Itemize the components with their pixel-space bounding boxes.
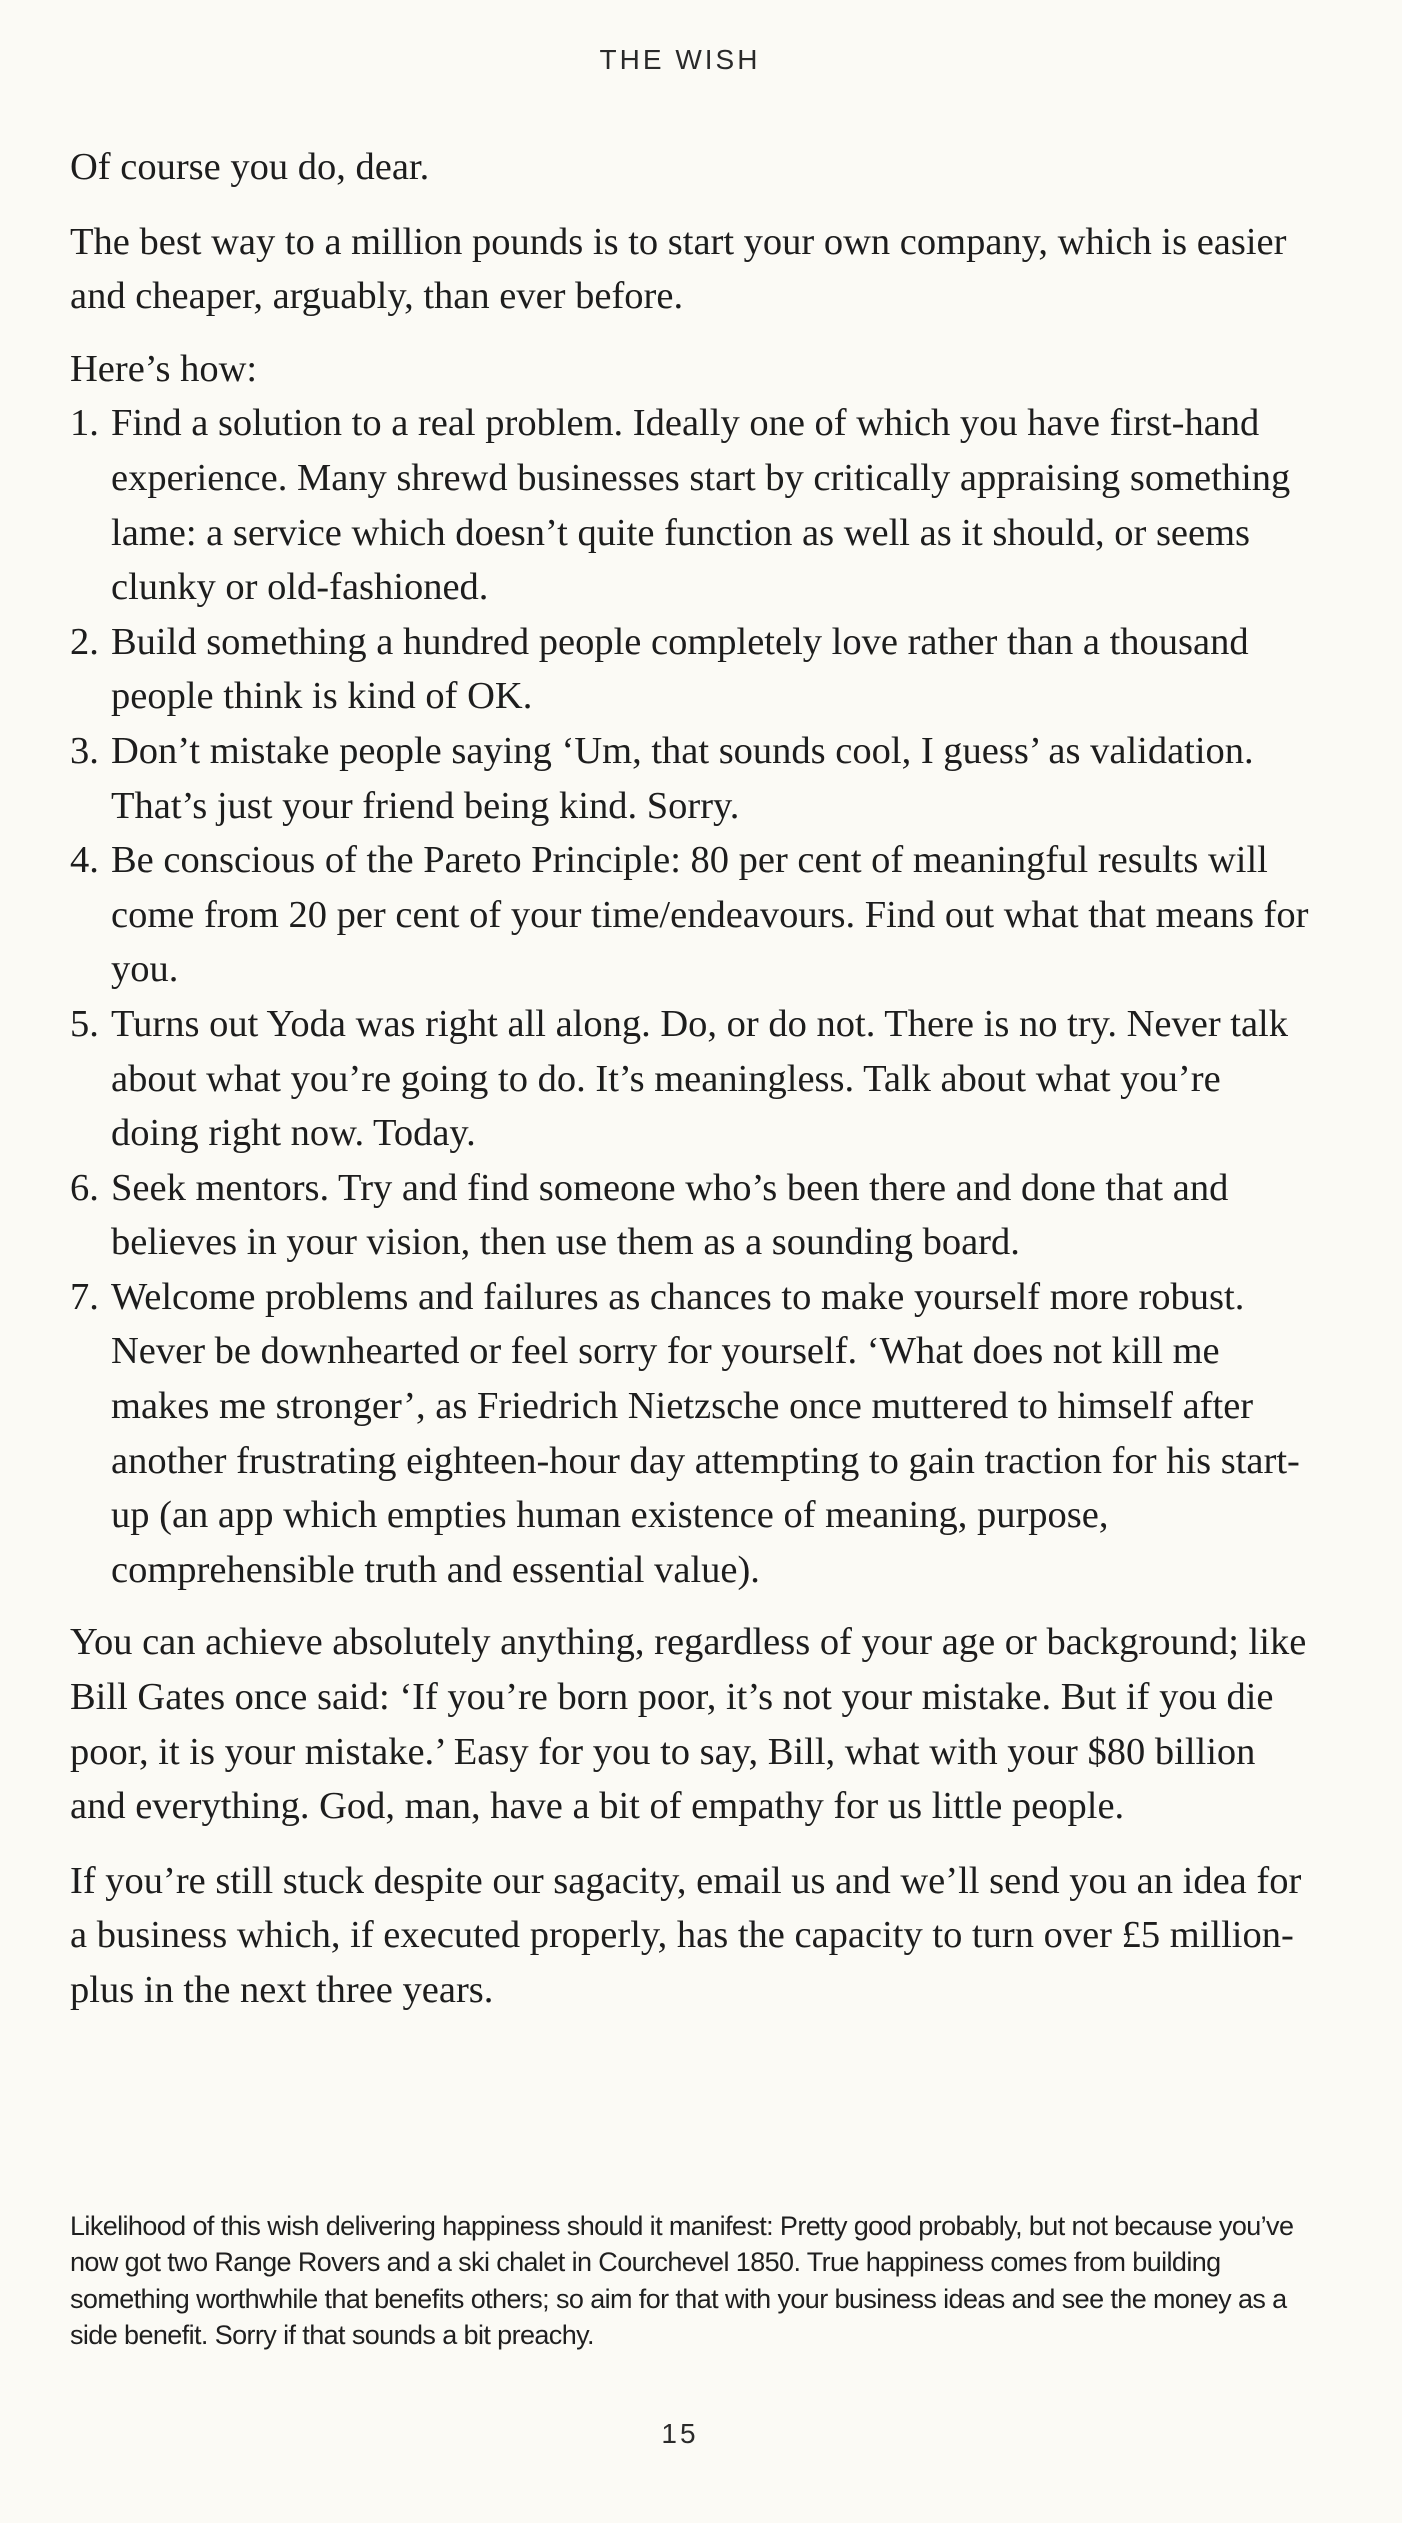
list-item (70, 1161, 1310, 1270)
list-item-text: Don’t mistake people saying ‘Um, that sounds cool, I guess’ as validation. That’s just your friend being kind. Sorry. (111, 729, 1254, 827)
how-to-heading: Here’s how: (70, 347, 258, 390)
list-item-number: 6. (70, 1166, 99, 1209)
still-stuck-paragraph: If you’re still stuck despite our sagacity, email us and we’ll send you an idea for a business which, if executed properly, has the capacity to turn over £5 million-plus in the next three years. (70, 1859, 1302, 2011)
running-head: THE WISH (599, 44, 761, 75)
list-item-number: 1. (70, 402, 99, 445)
list-item-text: Find a solution to a real problem. Ideally one of which you have first-hand experience. Many shrewd businesses start by critically appraising something lame: a service which doesn’t quite function as well as it should, or seems clunky or old-fashioned. (111, 402, 1291, 609)
list-item-number: 5. (70, 1002, 99, 1045)
list-item-number: 3. (70, 729, 99, 772)
achieve-paragraph: You can achieve absolutely anything, regardless of your age or background; like Bill Gates once said: ‘If you’re born poor, it’s not your mistake. But if you die poor, it is your mistake.’ Easy for you to say, Bill, what with your $80 billion and everything. God, man, have a bit of empathy for us little people. (70, 1621, 1307, 1828)
list-item (70, 615, 1310, 724)
steps-list (70, 396, 1310, 1597)
list-item-text: Turns out Yoda was right all along. Do, or do not. There is no try. Never talk about what you’re going to do. It’s meaningless. Talk about what you’re doing right now. Today. (111, 1002, 1288, 1155)
list-item (70, 1270, 1310, 1598)
body-text (70, 140, 1310, 2018)
list-item-number: 4. (70, 839, 99, 882)
list-item-text: Build something a hundred people completely love rather than a thousand people think is kind of OK. (111, 620, 1249, 718)
list-item (70, 997, 1310, 1161)
page-number: 15 (661, 2418, 699, 2449)
list-item-number: 7. (70, 1275, 99, 1318)
list-item-text: Welcome problems and failures as chances to make yourself more robust. Never be downhearted or feel sorry for yourself. ‘What does not kill me makes me stronger’, as Friedrich Nietzsche once muttered to himself after another frustrating eighteen-hour day attempting to gain traction for his start-up (an app which empties human existence of meaning, purpose, comprehensible truth and essential value). (111, 1275, 1300, 1591)
opening-paragraph: Of course you do, dear. (70, 146, 430, 188)
list-item-text: Seek mentors. Try and find someone who’s been there and done that and believes in your vision, then use them as a sounding board. (111, 1166, 1229, 1264)
list-item (70, 724, 1310, 833)
list-item-text: Be conscious of the Pareto Principle: 80 per cent of meaningful results will come from 20 per cent of your time/endeavours. Find out what that means for you. (111, 839, 1309, 991)
happiness-footnote: Likelihood of this wish delivering happiness should it manifest: Pretty good probably, but not because you’ve now got two Range Rovers and a ski chalet in Courchevel 1850. True happiness comes from building something worthwhile that benefits others; so aim for that with your business ideas and see the money as a side benefit. Sorry if that sounds a bit preachy. (70, 2211, 1294, 2350)
list-item-number: 2. (70, 620, 99, 663)
list-item (70, 833, 1310, 997)
intro-paragraph: The best way to a million pounds is to start your own company, which is easier and cheaper, arguably, than ever before. (70, 220, 1287, 318)
list-item (70, 396, 1310, 614)
